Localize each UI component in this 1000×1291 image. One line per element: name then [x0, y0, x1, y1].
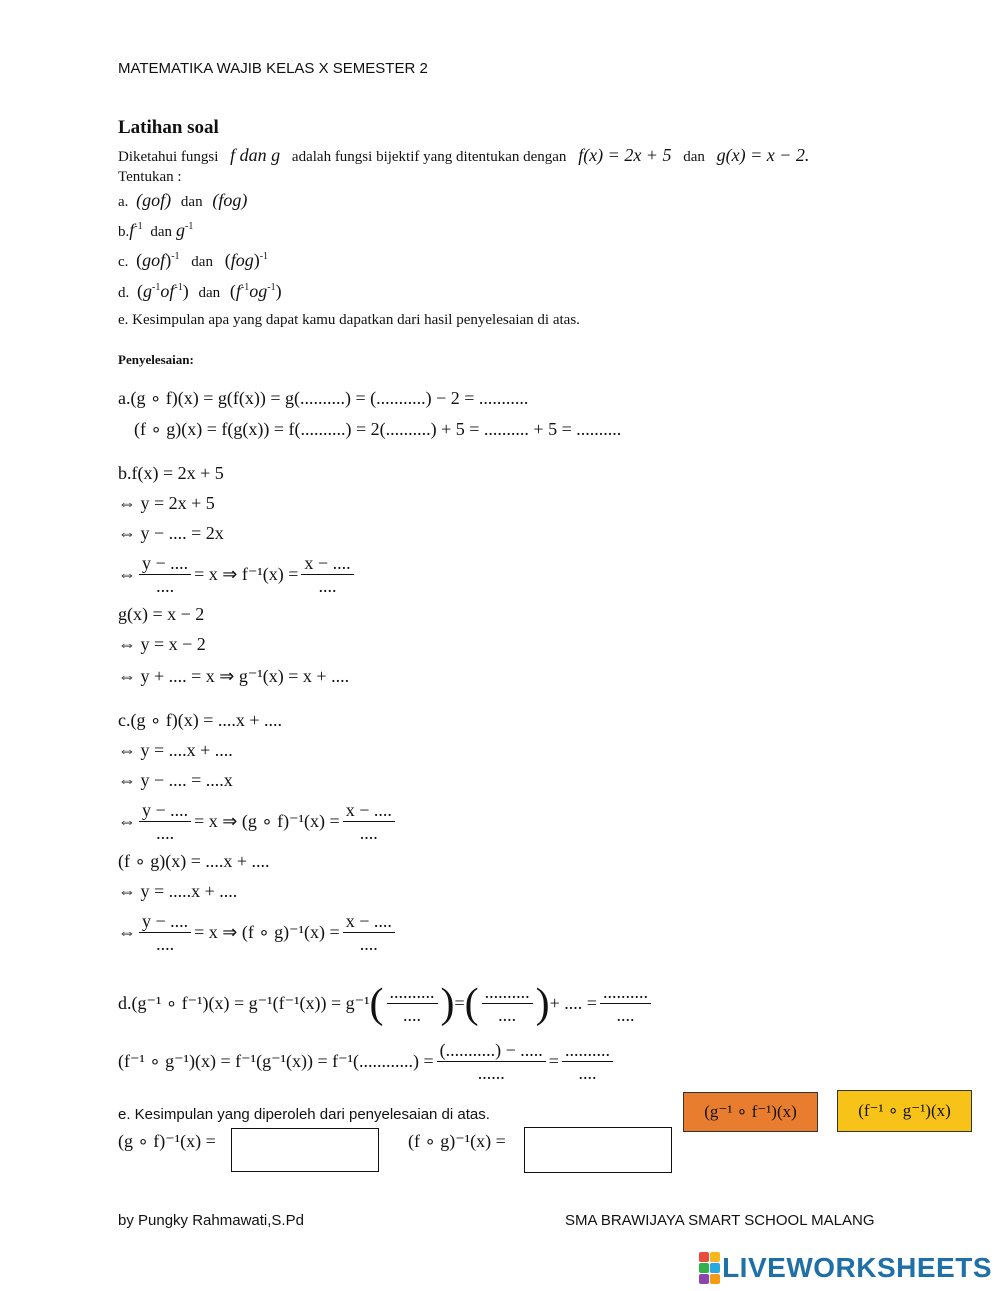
- g-definition: g(x) = x − 2.: [716, 145, 810, 165]
- d1-plus: + .... =: [549, 993, 597, 1013]
- page-header: MATEMATIKA WAJIB KELAS X SEMESTER 2: [118, 60, 428, 77]
- sol-c-line7: ⇔ $\frac{y - ....}{....}$ = x ⇒ (f ∘ g)⁻¹(x) = $\frac{x - ....}{....}$: [118, 911, 398, 954]
- c7-num: y − ....: [139, 911, 191, 933]
- drop-zone-fog-inverse[interactable]: [524, 1127, 672, 1173]
- sol-b-line6: ⇔ y = x − 2: [118, 634, 206, 654]
- task-a-left: (gof): [136, 190, 172, 210]
- task-d: d. $(g^{-1}of^{-1})$ dan $(f^{-1}og^{-1})$: [118, 281, 282, 301]
- logo-blocks-icon: [699, 1252, 720, 1284]
- sol-c-line5: (f ∘ g)(x) = ....x + ....: [118, 851, 270, 871]
- b4-mid: = x ⇒ f⁻¹(x) =: [194, 564, 299, 584]
- sol-d-line2: [118, 1040, 616, 1083]
- intro-mid: adalah fungsi bijektif yang ditentukan dengan: [291, 149, 567, 165]
- task-b: $b.f^{-1}$ dan $g^{-1}$: [118, 220, 194, 240]
- solution-heading: Penyelesaian:: [118, 352, 194, 367]
- sol-c-line3: ⇔ y − .... = ....x: [118, 770, 233, 790]
- task-d-dan: dan: [198, 285, 221, 301]
- sol-b-line5: g(x) = x − 2: [118, 604, 205, 624]
- sol-a-line2: (f ∘ g)(x) = f(g(x)) = f(..........) = 2(..........) + 5 = .......... + 5 = ..........: [134, 419, 622, 439]
- sol-d-line1: d.(g⁻¹ ∘ f⁻¹)(x) = g⁻¹(f⁻¹(x)) = g⁻¹ ( $\frac{..........}{....}$ ) = ( $\frac{..........}{....}$ ) + .... = $\frac{..........}{....}$: [118, 982, 654, 1025]
- task-c: c. (gof)$^{-1}$ dan (fog)$^{-1}$: [118, 250, 269, 270]
- f-definition: f(x) = 2x + 5: [578, 145, 672, 165]
- d2-f2-num: ..........: [562, 1040, 613, 1062]
- task-b-label: b.: [118, 224, 130, 240]
- task-a: [118, 190, 247, 211]
- sol-b-line2: ⇔ y = 2x + 5: [118, 493, 215, 513]
- sol-b-line1: b.f(x) = 2x + 5: [118, 463, 224, 483]
- sol-c-line1: c.(g ∘ f)(x) = ....x + ....: [118, 710, 283, 730]
- sol-b-line7: ⇔ y + .... = x ⇒ g⁻¹(x) = x + ....: [118, 666, 350, 686]
- task-d-label: d.: [118, 285, 130, 301]
- b4-rden: ....: [318, 576, 337, 596]
- c7-rnum: x − ....: [343, 911, 395, 933]
- drop-zone-gof-inverse[interactable]: [231, 1128, 379, 1172]
- task-a-right: (fog): [212, 190, 248, 210]
- answer-chip-g-inv-f-inv[interactable]: (g⁻¹ ∘ f⁻¹)(x): [683, 1092, 818, 1132]
- sol-c-line2: ⇔ y = ....x + ....: [118, 740, 233, 760]
- logo-text: LIVEWORKSHEETS: [722, 1252, 992, 1283]
- d1-f3-den: ....: [616, 1005, 635, 1025]
- c4-rnum: x − ....: [343, 800, 395, 822]
- footer-school: SMA BRAWIJAYA SMART SCHOOL MALANG: [565, 1212, 875, 1229]
- d1-lead: d.(g⁻¹ ∘ f⁻¹)(x) = g⁻¹(f⁻¹(x)) = g⁻¹: [118, 993, 370, 1013]
- d1-f1-num: ..........: [387, 982, 438, 1004]
- sol-c-line6: ⇔ y = .....x + ....: [118, 881, 238, 901]
- d2-f2-den: ....: [578, 1063, 597, 1083]
- c4-den: ....: [156, 823, 175, 843]
- tentukan-label: Tentukan :: [118, 169, 182, 185]
- exercise-title: Latihan soal: [118, 117, 219, 138]
- c7-den: ....: [156, 934, 175, 954]
- task-a-label: a.: [118, 194, 129, 210]
- conclusion-left-label: (g ∘ f)⁻¹(x) =: [118, 1131, 216, 1151]
- task-c-label: c.: [118, 254, 129, 270]
- c4-mid: = x ⇒ (g ∘ f)⁻¹(x) =: [194, 811, 340, 831]
- d1-f2-num: ..........: [482, 982, 533, 1004]
- sol-b-line3: ⇔ y − .... = 2x: [118, 523, 224, 543]
- intro-dan: dan: [683, 149, 705, 165]
- intro-fg: f dan g: [230, 145, 281, 165]
- conclusion-right-label: (f ∘ g)⁻¹(x) =: [408, 1131, 506, 1151]
- conclusion-text: e. Kesimpulan yang diperoleh dari penyelesaian di atas.: [118, 1106, 490, 1123]
- c7-mid: = x ⇒ (f ∘ g)⁻¹(x) =: [194, 922, 340, 942]
- liveworksheets-logo: [699, 1252, 992, 1284]
- c4-rden: ....: [359, 823, 378, 843]
- b4-rnum: x − ....: [301, 553, 353, 575]
- task-a-dan: dan: [180, 194, 203, 210]
- d1-eq: =: [454, 993, 465, 1013]
- d1-f1-den: ....: [403, 1005, 421, 1025]
- d2-f1-den: ......: [477, 1063, 505, 1083]
- d2-f1-num: (...........) − .....: [437, 1040, 546, 1062]
- d2-eq: =: [548, 1051, 559, 1071]
- task-c-dan: dan: [191, 254, 213, 270]
- sol-a-line1: a.(g ∘ f)(x) = g(f(x)) = g(..........) = (...........) − 2 = ...........: [118, 388, 529, 408]
- problem-statement: [118, 145, 809, 166]
- task-e: e. Kesimpulan apa yang dapat kamu dapatkan dari hasil penyelesaian di atas.: [118, 312, 580, 328]
- d1-f2-den: ....: [498, 1005, 517, 1025]
- b4-num: y − ....: [139, 553, 191, 575]
- c4-num: y − ....: [139, 800, 191, 822]
- intro-prefix: Diketahui fungsi: [118, 149, 219, 165]
- footer-author: by Pungky Rahmawati,S.Pd: [118, 1212, 304, 1229]
- task-b-dan: dan: [150, 224, 173, 240]
- sol-b-line4: ⇔ $\frac{y - ....}{....}$ = x ⇒ f⁻¹(x) = $\frac{x - ....}{....}$: [118, 553, 357, 596]
- c7-rden: ....: [359, 934, 378, 954]
- d2-lead: (f⁻¹ ∘ g⁻¹)(x) = f⁻¹(g⁻¹(x)) = f⁻¹(............) =: [118, 1051, 434, 1071]
- d1-f3-num: ..........: [600, 982, 651, 1004]
- sol-c-line4: ⇔ $\frac{y - ....}{....}$ = x ⇒ (g ∘ f)⁻¹(x) = $\frac{x - ....}{....}$: [118, 800, 398, 843]
- b4-den: ....: [156, 576, 175, 596]
- answer-chip-f-inv-g-inv[interactable]: (f⁻¹ ∘ g⁻¹)(x): [837, 1090, 972, 1132]
